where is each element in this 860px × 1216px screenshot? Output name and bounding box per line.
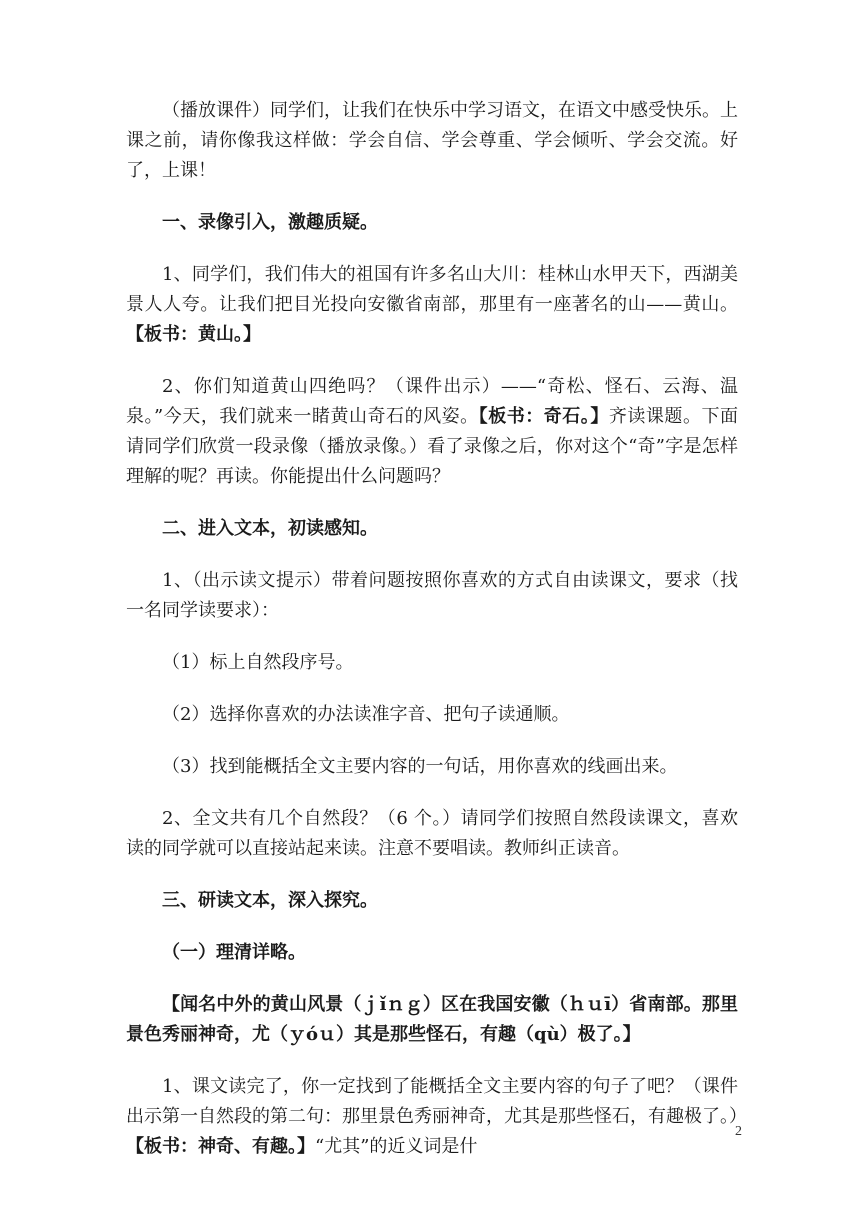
paragraph-four-wonders-text-b: 齐读课题。下面请同学们欣赏一段录像（播放录像。）看了录像之后，你对这个“奇”字是怎样理解的呢？再读。你能提出什么问题吗？ [126,406,738,487]
section-heading-3 [126,886,738,916]
document-body [126,96,747,1184]
quoted-text-passage [126,990,738,1050]
quoted-text-passage-text: 【闻名中外的黄山风景（ｊǐｎｇ）区在我国安徽（ｈｕī）省南部。那里景色秀丽神奇，尤（ｙóｕ）其是那些怪石，有趣（qù）极了。】 [126,994,738,1045]
intro-text: （播放课件）同学们，让我们在快乐中学习语文，在语文中感受快乐。上课之前，请你像我这样做：学会自信、学会尊重、学会倾听、学会交流。好了，上课！ [126,100,738,181]
section-heading-1 [126,208,738,238]
board-note-shenqi-youqu: 【板书：神奇、有趣。】 [126,1136,315,1157]
board-note-huangshan: 【板书：黄山。】 [126,324,261,345]
board-note-qishi: 【板书：奇石。】 [478,406,609,427]
paragraph-huangshan-intro-text: 1、同学们，我们伟大的祖国有许多名山大川：桂林山水甲天下，西湖美景人人夸。让我们把目光投向安徽省南部，那里有一座著名的山——黄山。 [126,264,738,315]
subsection-heading-1-text: （一）理清详略。 [162,942,306,963]
section-heading-2-text: 二、进入文本，初读感知。 [162,518,378,539]
list-item-1 [126,648,738,678]
paragraph-four-wonders [126,372,738,492]
page-number: 2 [735,1124,742,1139]
list-item-2-text: （2）选择你喜欢的办法读准字音、把句子读通顺。 [162,704,570,725]
paragraph-summary-sentence-text-a: 1、课文读完了，你一定找到了能概括全文主要内容的句子了吧？（课件出示第一自然段的第二句：那里景色秀丽神奇，尤其是那些怪石，有趣极了。） [126,1076,747,1127]
list-item-2 [126,700,738,730]
section-heading-2 [126,514,738,544]
paragraph-reading-prompt-text: 1、（出示读文提示）带着问题按照你喜欢的方式自由读课文，要求（找一名同学读要求）： [126,570,738,621]
paragraph-summary-sentence-text-b: “尤其”的近义词是什 [315,1136,478,1157]
list-item-1-text: （1）标上自然段序号。 [162,652,354,673]
list-item-3-text: （3）找到能概括全文主要内容的一句话，用你喜欢的线画出来。 [162,756,678,777]
section-heading-3-text: 三、研读文本，深入探究。 [162,890,378,911]
paragraph-summary-sentence [126,1072,747,1162]
paragraph-four-wonders-text-a: 2、你们知道黄山四绝吗？（课件出示）——“奇松、怪石、云海、温泉。”今天，我们就来一睹黄山奇石的风姿。 [126,376,738,427]
subsection-heading-1 [126,938,738,968]
list-item-3 [126,752,738,782]
paragraph-huangshan-intro [126,260,738,350]
paragraph-natural-sections [126,804,738,864]
paragraph-reading-prompt [126,566,738,626]
section-heading-1-text: 一、录像引入，激趣质疑。 [162,212,378,233]
intro-paragraph [126,96,738,186]
paragraph-natural-sections-text: 2、全文共有几个自然段？（6 个。）请同学们按照自然段读课文，喜欢读的同学就可以直接站起来读。注意不要唱读。教师纠正读音。 [126,808,738,859]
